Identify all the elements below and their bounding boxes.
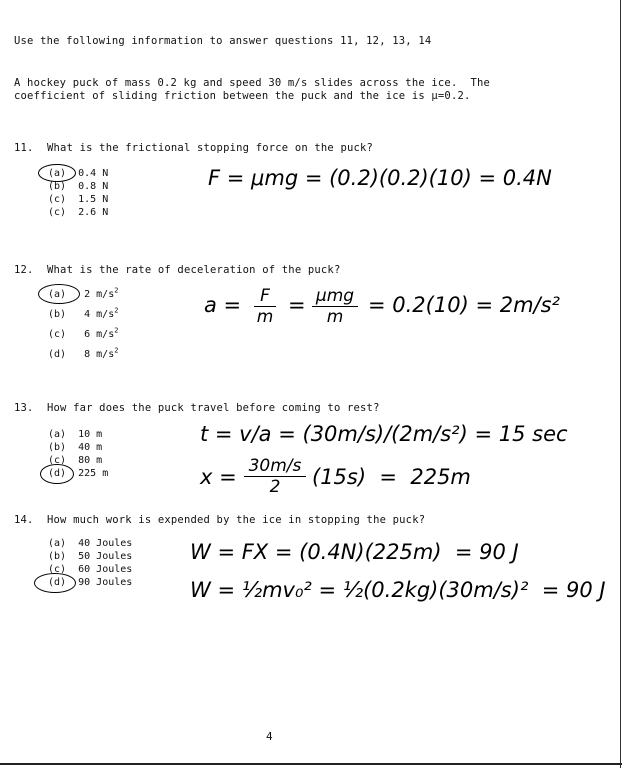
q12-work-fraction-2-den: m (326, 307, 344, 327)
q12-option-c-value: 6 m/s (84, 329, 115, 340)
q13-work2-fraction (244, 457, 306, 496)
q14-option-a-value: 40 Joules (78, 538, 133, 549)
q12-option-d-letter: (d) (48, 349, 67, 360)
q12-option-b-letter: (b) (48, 309, 67, 320)
q11-option-d (48, 206, 108, 219)
q11-text: What is the frictional stopping force on the puck? (47, 142, 374, 154)
q14-answer-circle (34, 573, 76, 593)
q12-work-fraction-1-num: F (260, 286, 270, 306)
q13-option-a-letter: (a) (48, 429, 67, 440)
q11-option-b-letter: (b) (48, 181, 67, 192)
q13-work2-rhs: (15s) = 225m (312, 465, 471, 489)
q11-option-a-letter: (a) (48, 168, 67, 179)
q12-work-fraction-2-num: μmg (315, 286, 355, 306)
q14-option-d-letter: (d) (48, 577, 67, 588)
q12-work-fraction-2 (312, 287, 358, 326)
q12-option-d-exp: 2 (114, 346, 119, 355)
q14-option-c-value: 60 Joules (78, 564, 133, 575)
q12-option-b (48, 308, 118, 321)
q11-option-d-letter: (c) (48, 207, 67, 218)
page-number: 4 (266, 730, 273, 743)
q13-option-c-value: 80 m (78, 455, 103, 466)
q12-option-a-exp: 2 (114, 286, 119, 295)
q13-option-a (48, 428, 102, 441)
page-bottom-edge (0, 763, 622, 765)
q11-option-c (48, 193, 108, 206)
q14-handwritten-work-2: W = ½mv₀² = ½(0.2kg)(30m/s)² = 90 J (190, 578, 606, 602)
q14-handwritten-work-1: W = FX = (0.4N)(225m) = 90 J (190, 540, 519, 564)
q11-handwritten-work: F = μmg = (0.2)(0.2)(10) = 0.4N (208, 166, 552, 190)
q12-work-fraction-1-den: m (256, 307, 274, 327)
q11-option-a-value: 0.4 N (78, 168, 109, 179)
q13-option-b (48, 441, 102, 454)
q14-option-b-letter: (b) (48, 551, 67, 562)
q14-option-d-value: 90 Joules (78, 577, 133, 588)
q14-option-b (48, 550, 132, 563)
q13-option-d-letter: (d) (48, 468, 67, 479)
q13-option-b-letter: (b) (48, 442, 67, 453)
q12-work-equals: = (288, 293, 306, 317)
q11-option-b-value: 0.8 N (78, 181, 109, 192)
q12-option-d-value: 8 m/s (84, 349, 115, 360)
page-right-edge (620, 0, 621, 768)
intro-text: Use the following information to answer questions 11, 12, 13, 14 (14, 35, 432, 47)
q14-option-c-letter: (c) (48, 564, 67, 575)
q13-option-c-letter: (c) (48, 455, 67, 466)
q11-option-c-value: 1.5 N (78, 194, 109, 205)
q13-work2-fraction-den: 2 (269, 477, 281, 497)
q13-number: 13. (14, 402, 34, 414)
q12-option-a-letter: (a) (48, 289, 67, 300)
q13-option-d-value: 225 m (78, 468, 109, 479)
q13-option-a-value: 10 m (78, 429, 103, 440)
q11-answer-circle (38, 164, 76, 182)
problem-line-1: A hockey puck of mass 0.2 kg and speed 30 m/s slides across the ice. The (14, 77, 491, 89)
q12-option-b-value: 4 m/s (84, 309, 115, 320)
q12-answer-circle (38, 284, 80, 304)
q14-text: How much work is expended by the ice in stopping the puck? (47, 514, 426, 526)
q12-text: What is the rate of deceleration of the puck? (47, 264, 341, 276)
q14-option-a-letter: (a) (48, 538, 67, 549)
q12-option-b-exp: 2 (114, 306, 119, 315)
q11-option-c-letter: (c) (48, 194, 67, 205)
q14-option-a (48, 537, 132, 550)
q13-work2-fraction-num: 30m/s (248, 456, 302, 476)
q12-option-c-letter: (c) (48, 329, 67, 340)
q13-option-b-value: 40 m (78, 442, 103, 453)
q13-answer-circle (40, 464, 74, 484)
q14-number: 14. (14, 514, 34, 526)
q12-option-c (48, 328, 118, 341)
q11-option-d-value: 2.6 N (78, 207, 109, 218)
q12-option-a-value: 2 m/s (84, 289, 115, 300)
q13-handwritten-work-1: t = v/a = (30m/s)/(2m/s²) = 15 sec (200, 422, 568, 446)
q12-work-fraction-1 (254, 287, 276, 326)
q12-option-d (48, 348, 118, 361)
problem-line-2: coefficient of sliding friction between the puck and the ice is μ=0.2. (14, 90, 471, 102)
q12-work-lhs: a = (204, 293, 242, 317)
q12-work-rhs: = 0.2(10) = 2m/s² (368, 293, 560, 317)
q13-text: How far does the puck travel before coming to rest? (47, 402, 380, 414)
q14-option-b-value: 50 Joules (78, 551, 133, 562)
q12-option-c-exp: 2 (114, 326, 119, 335)
q11-number: 11. (14, 142, 34, 154)
q13-work2-lhs: x = (200, 465, 237, 489)
q12-number: 12. (14, 264, 34, 276)
